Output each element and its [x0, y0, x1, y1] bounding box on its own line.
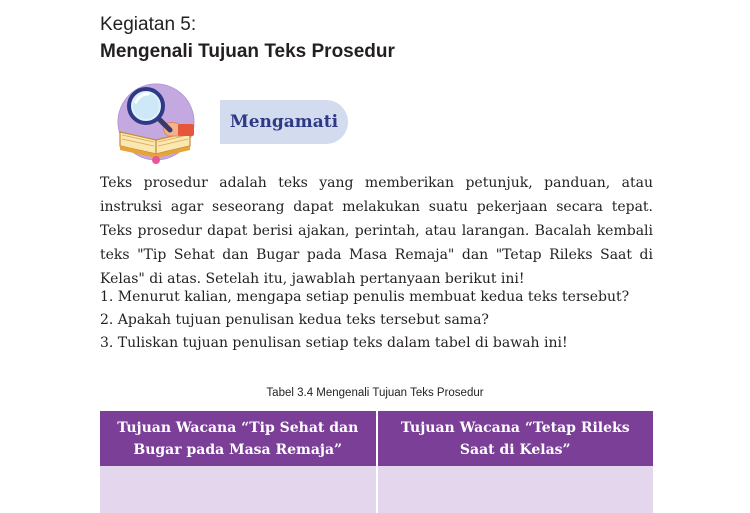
- question-item: 1. Menurut kalian, mengapa setiap penulis membuat kedua teks tersebut?: [100, 289, 630, 305]
- question-list: [100, 286, 660, 355]
- answer-cell[interactable]: [100, 466, 377, 513]
- table-header-row: [100, 411, 653, 466]
- magnifier-book-icon: [112, 80, 208, 166]
- table-header-cell: Tujuan Wacana “Tip Sehat dan Bugar pada Masa Remaja”: [100, 411, 377, 466]
- activity-number: Kegiatan 5:: [100, 14, 197, 35]
- mengamati-badge: [112, 80, 352, 166]
- table-caption: Tabel 3.4 Mengenali Tujuan Teks Prosedur: [266, 387, 484, 399]
- purpose-table: [100, 411, 653, 513]
- table-header-cell: Tujuan Wacana “Tetap Rileks Saat di Kelas”: [377, 411, 654, 466]
- answer-cell[interactable]: [377, 466, 654, 513]
- table-row: [100, 466, 653, 513]
- question-item: 3. Tuliskan tujuan penulisan setiap teks dalam tabel di bawah ini!: [100, 335, 568, 351]
- mengamati-label: Mengamati: [220, 100, 348, 144]
- intro-paragraph: Teks prosedur adalah teks yang memberikan petunjuk, panduan, atau instruksi agar seseorang dapat melakukan suatu pekerjaan secara tepat. Teks prosedur dapat berisi ajakan, perintah, atau larangan. Bacalah kembali teks "Tip Sehat dan Bugar pada Masa Remaja" dan "Tetap Rileks Saat di Kelas" di atas. Setelah itu, jawablah pertanyaan berikut ini!: [100, 175, 653, 287]
- activity-title: Mengenali Tujuan Teks Prosedur: [100, 41, 395, 62]
- question-item: 2. Apakah tujuan penulisan kedua teks tersebut sama?: [100, 312, 489, 328]
